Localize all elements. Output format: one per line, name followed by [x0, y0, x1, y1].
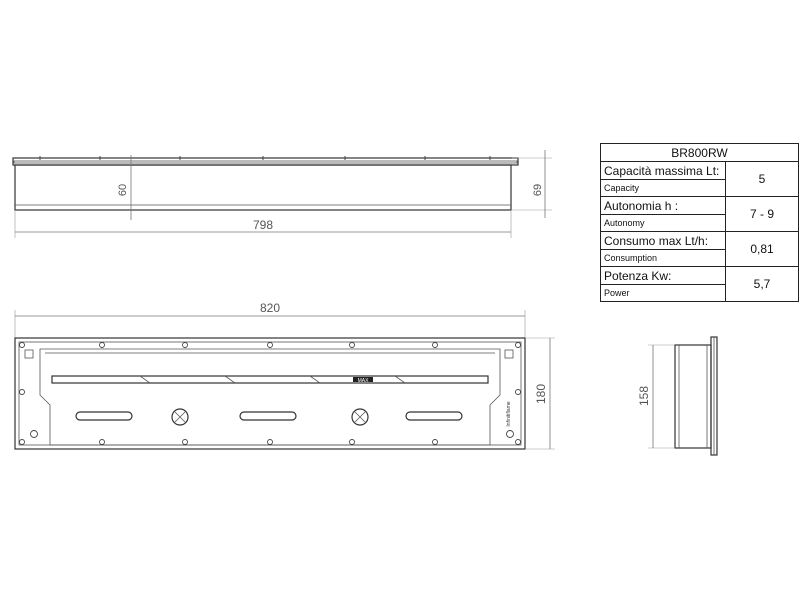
spec-row-capacity — [601, 162, 799, 180]
spec-table — [600, 143, 799, 302]
brand-mark: Infinitiflame — [506, 401, 512, 427]
spec-value: 5 — [726, 162, 799, 197]
dim-top-inner-height: 60 — [117, 183, 129, 197]
front-view — [15, 301, 555, 449]
spec-label: Autonomia h : — [601, 197, 726, 215]
dim-top-width: 798 — [252, 218, 274, 232]
dim-top-height: 69 — [532, 183, 544, 197]
dim-side-height: 158 — [637, 385, 651, 407]
spec-value: 5,7 — [726, 267, 799, 302]
spec-row-power — [601, 267, 799, 285]
spec-row-consumption — [601, 232, 799, 250]
dim-front-height: 180 — [534, 383, 548, 405]
dim-front-width: 820 — [259, 301, 281, 315]
max-mark: MAX — [357, 378, 369, 384]
spec-value: 7 - 9 — [726, 197, 799, 232]
spec-label-en: Capacity — [601, 180, 726, 197]
front-screws — [20, 343, 521, 445]
spec-label: Capacità massima Lt: — [601, 162, 726, 180]
spec-value: 0,81 — [726, 232, 799, 267]
spec-label-en: Consumption — [601, 250, 726, 267]
spec-label-en: Autonomy — [601, 215, 726, 232]
front-slots — [25, 350, 513, 420]
spec-label: Potenza Kw: — [601, 267, 726, 285]
spec-table-title: BR800RW — [601, 144, 799, 162]
side-view — [637, 337, 717, 455]
spec-label: Consumo max Lt/h: — [601, 232, 726, 250]
spec-label-en: Power — [601, 285, 726, 302]
top-view — [13, 150, 552, 238]
spec-row-autonomy — [601, 197, 799, 215]
